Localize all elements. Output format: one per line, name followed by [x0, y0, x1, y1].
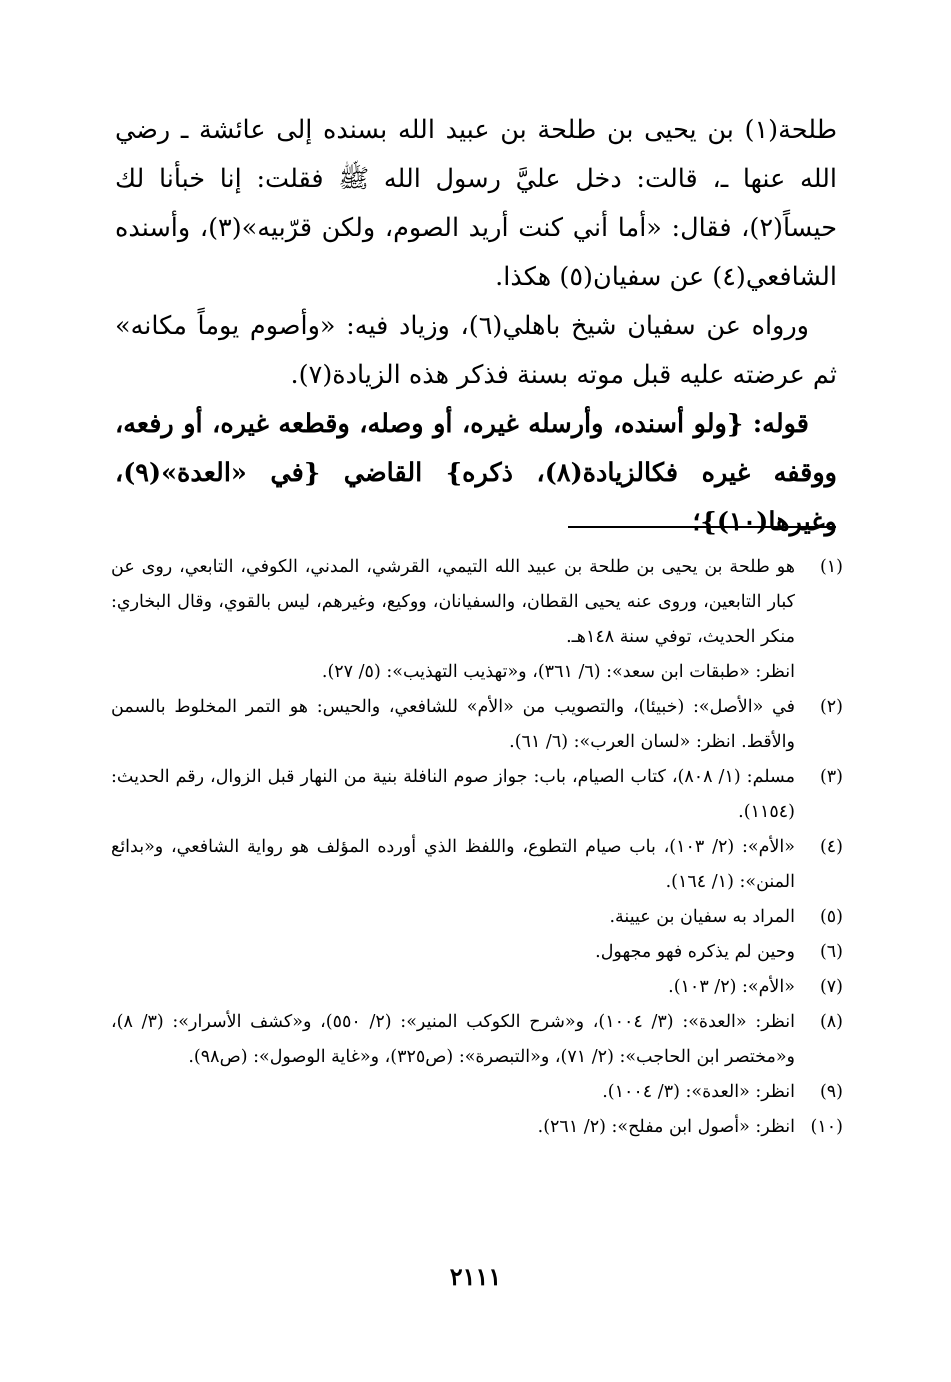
footnote-text: «الأم»: (٢/ ١٠٣).	[668, 977, 795, 997]
footnote-number: (٨)	[819, 1012, 843, 1032]
footnote-text: انظر: «العدة»: (٣/ ١٠٠٤).	[602, 1082, 795, 1102]
footnote	[111, 970, 843, 1005]
footnote	[111, 760, 843, 830]
page-number: ٢١١١	[449, 1262, 502, 1291]
footnote-text: انظر: «العدة»: (٣/ ١٠٠٤)، و«شرح الكوكب المنير»: (٢/ ٥٥٠)، و«كشف الأسرار»: (٣/ ٨)، و«مختصر ابن الحاجب»: (٢/ ٧١)، و«التبصرة»: (ص٣٢٥)، و«غاية الوصول»: (ص٩٨).	[111, 1012, 795, 1067]
footnote-number: (٧)	[819, 977, 843, 997]
footnote	[111, 900, 843, 935]
footnote-number: (٩)	[819, 1082, 843, 1102]
main-paragraph: طلحة(١) بن يحيى بن طلحة بن عبيد الله بسنده إلى عائشة ـ رضي الله عنها ـ، قالت: دخل عليَّ رسول الله ﷺ فقلت: إنا خبأنا لك حيساً(٢)، فقال: «أما أني كنت أريد الصوم، ولكن قرّبيه»(٣)، وأسنده الشافعي(٤) عن سفيان(٥) هكذا.	[115, 115, 837, 292]
main-paragraph: ورواه عن سفيان شيخ باهلي(٦)، وزياد فيه: «وأصوم يوماً مكانه» ثم عرضته عليه قبل موته بسنة فذكر هذه الزيادة(٧).	[115, 311, 837, 390]
footnote-number: (٤)	[819, 837, 843, 857]
footnote-text: انظر: «أصول ابن مفلح»: (٢/ ٢٦١).	[537, 1117, 795, 1137]
footnote	[111, 1075, 843, 1110]
footnote-number: (٦)	[819, 942, 843, 962]
footnote	[111, 1110, 843, 1145]
footnotes	[111, 550, 843, 1145]
footnote-number: (٢)	[819, 697, 843, 717]
main-text	[115, 106, 837, 547]
footnote-text: في «الأصل»: (خبيئا)، والتصويب من «الأم» للشافعي، والحيس: هو التمر المخلوط بالسمن والأقط. انظر: «لسان العرب»: (٦/ ٦١).	[111, 697, 795, 752]
footnote	[111, 830, 843, 900]
footnote-text: هو طلحة بن يحيى بن طلحة بن عبيد الله التيمي، القرشي، المدني، الكوفي، التابعي، روى عن كبار التابعين، وروى عنه يحيى القطان، والسفيانان، ووكيع، وغيرهم، ليس بالقوي، وقال البخاري: منكر الحديث، توفي سنة ١٤٨هـ.	[111, 557, 795, 647]
footnote	[111, 1005, 843, 1075]
footnote-text: وحين لم يذكره فهو مجهول.	[595, 942, 795, 962]
footnote-number: (٥)	[819, 907, 843, 927]
footnote	[111, 690, 843, 760]
footnote-text: انظر: «طبقات ابن سعد»: (٦/ ٣٦١)، و«تهذيب التهذيب»: (٥/ ٢٧).	[321, 662, 795, 682]
footnote	[111, 655, 843, 690]
footnote-number: (١)	[819, 557, 843, 577]
footnote-number: (١٠)	[810, 1117, 843, 1137]
footnote-text: «الأم»: (٢/ ١٠٣)، باب صيام التطوع، واللفظ الذي أورده المؤلف هو رواية الشافعي، و«بدائع المنن»: (١/ ١٦٤).	[111, 837, 795, 892]
footnote-text: مسلم: (١/ ٨٠٨)، كتاب الصيام، باب: جواز صوم النافلة بنية من النهار قبل الزوال، رقم الحديث: (١١٥٤).	[111, 767, 795, 822]
main-paragraph: قوله: {ولو أسنده، وأرسله غيره، أو وصله، وقطعه غيره، أو رفعه، ووقفه غيره فكالزيادة(٨)، ذكره} القاضي {في «العدة»(٩)، وغيرها(١٠)}؛	[115, 409, 837, 537]
footnote-separator	[568, 526, 836, 528]
footnote-number: (٣)	[819, 767, 843, 787]
footnote	[111, 935, 843, 970]
footnote-text: المراد به سفيان بن عيينة.	[609, 907, 795, 927]
footnote-number	[795, 655, 843, 690]
footnote	[111, 550, 843, 655]
